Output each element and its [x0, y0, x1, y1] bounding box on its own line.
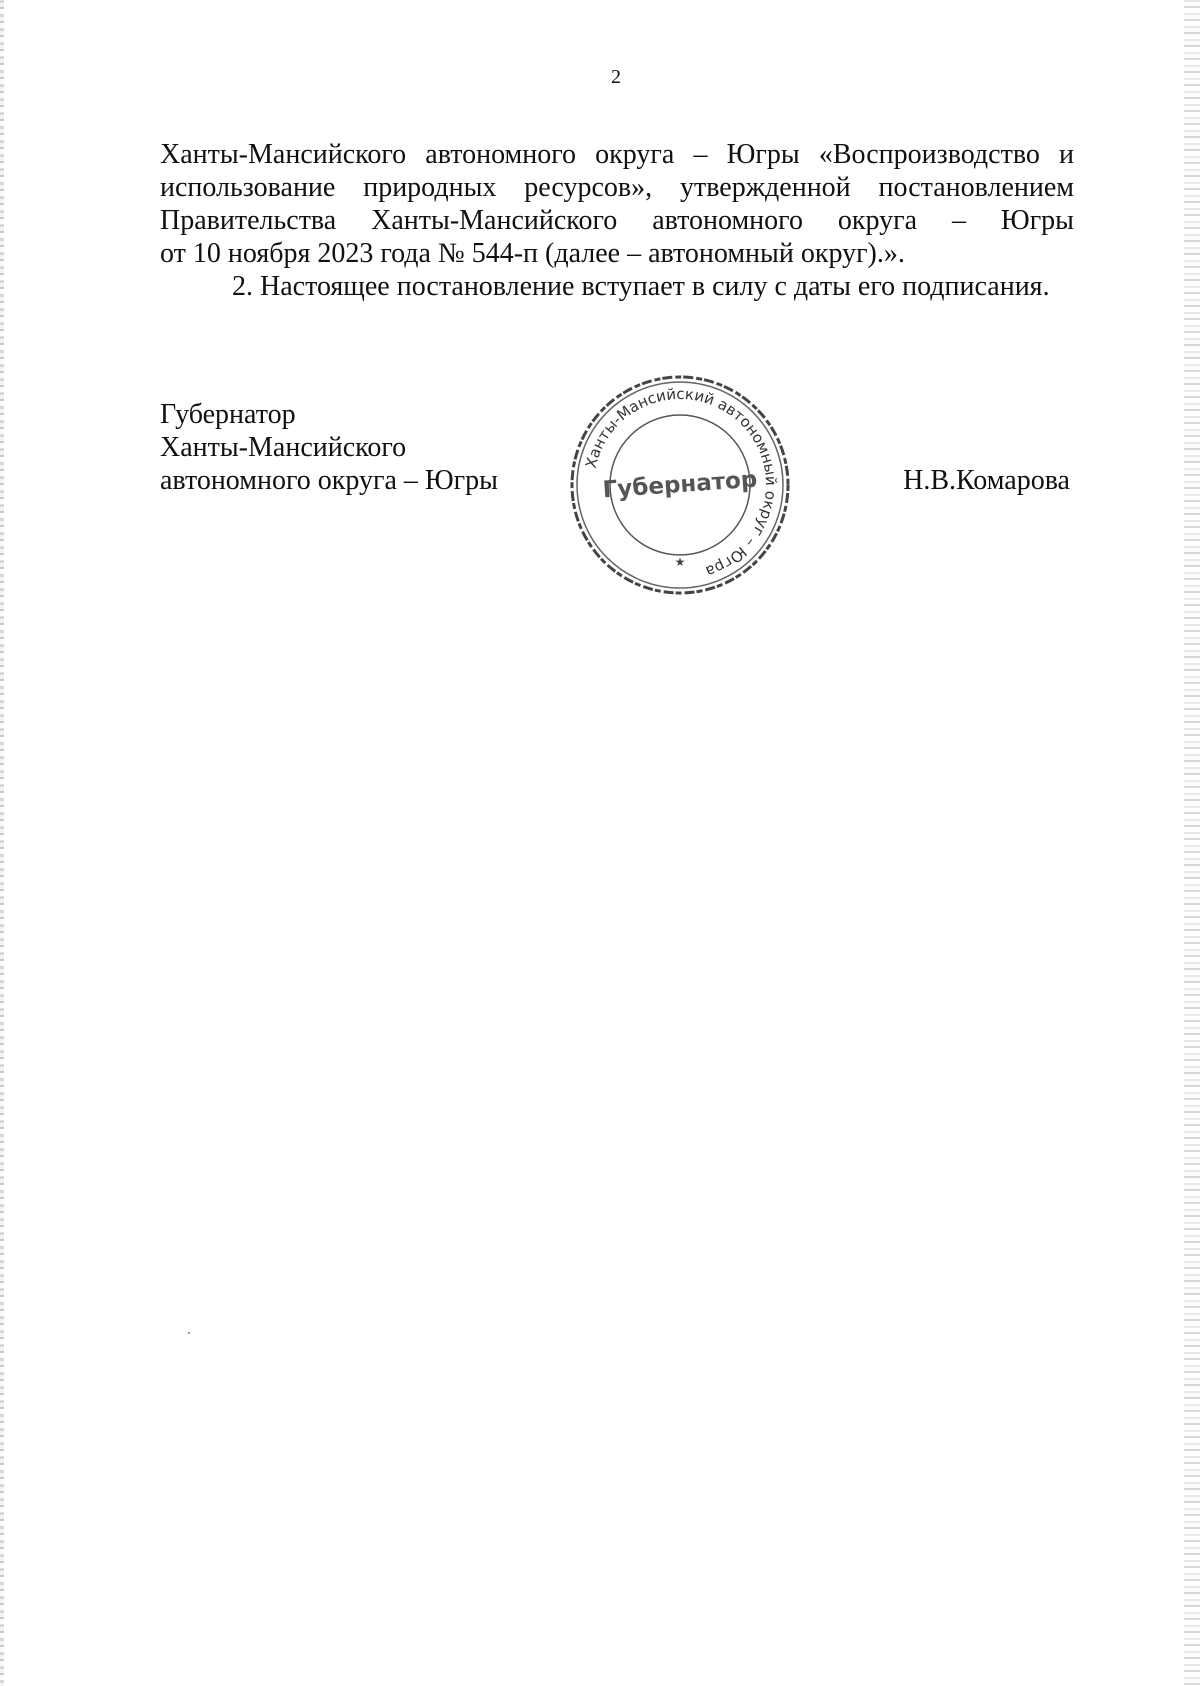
scan-edge-left [0, 0, 4, 1686]
signatory-title [160, 398, 498, 497]
seal-ring-text: Ханты-Мансийский автономный округ – Югра [581, 384, 781, 581]
body-line: от 10 ноября 2023 года № 544-п (далее – автономный округ).». [160, 238, 905, 269]
official-seal [565, 370, 795, 600]
scan-edge-right [1184, 0, 1200, 1686]
body-paragraph: 2. Настоящее постановление вступает в силу с даты его подписания. [232, 271, 1050, 302]
body-line: Ханты-Мансийского автономного округа – Югры «Воспроизводство и [160, 139, 1074, 170]
signatory-title-line: Губернатор [160, 399, 296, 430]
scan-speck [188, 1332, 190, 1334]
document-body [160, 138, 1074, 303]
seal-center-text: Губернатор [601, 466, 759, 504]
body-line: Правительства Ханты-Мансийского автономного округа – Югры [160, 205, 1074, 236]
signatory-title-line: Ханты-Мансийского [160, 432, 407, 463]
body-line: использование природных ресурсов», утвержденной постановлением [160, 172, 1074, 203]
seal-star-icon: ★ [674, 555, 686, 569]
signatory-title-line: автономного округа – Югры [160, 465, 498, 496]
page-number: 2 [611, 66, 621, 88]
signatory-name: Н.В.Комарова [903, 465, 1070, 496]
